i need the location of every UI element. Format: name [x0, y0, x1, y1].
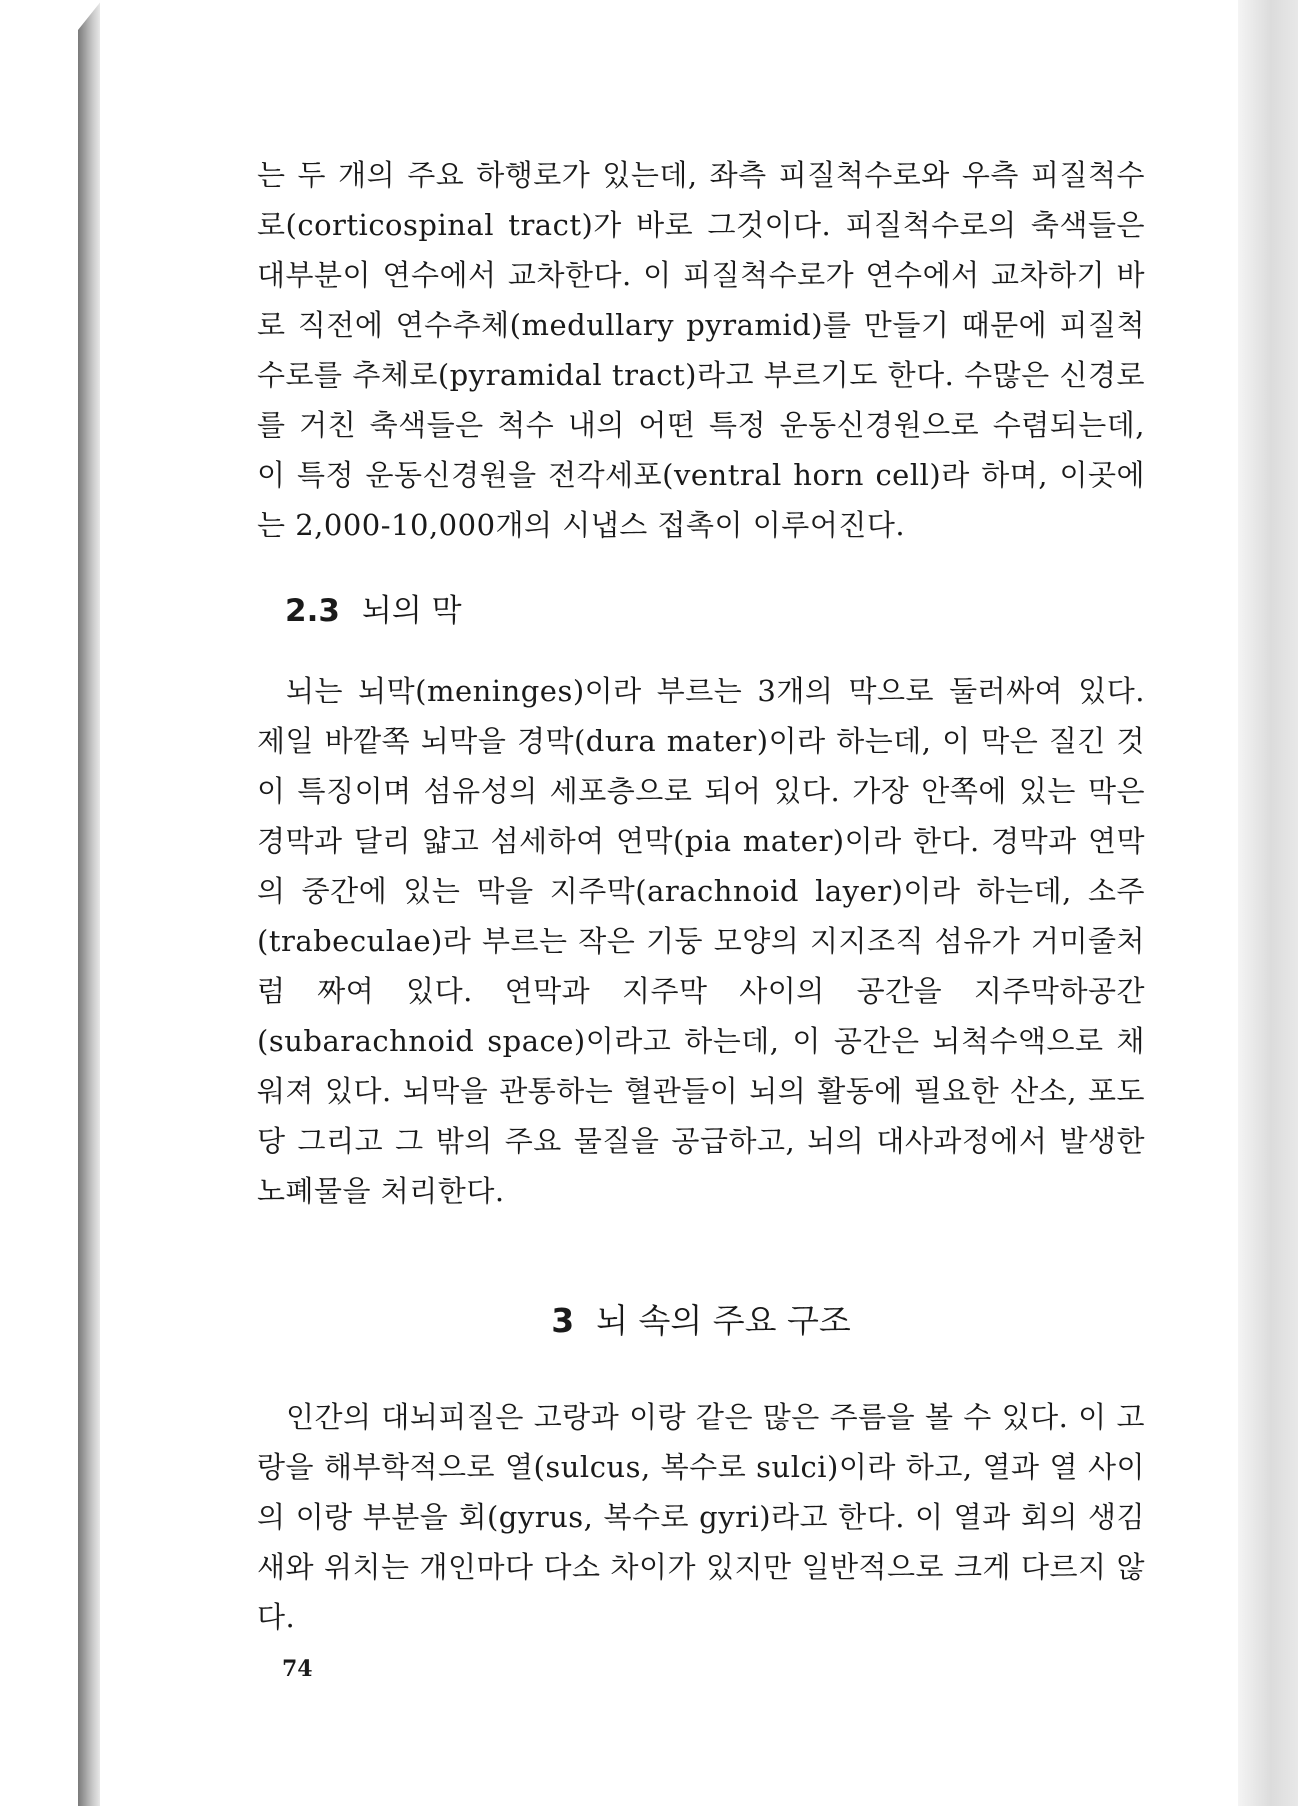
section-heading [257, 1296, 1145, 1346]
page-content [257, 150, 1145, 1642]
page-number: 74 [282, 1656, 313, 1682]
section-title: 뇌 속의 주요 구조 [596, 1301, 851, 1340]
page-corner-fold [78, 0, 102, 30]
subsection-title: 뇌의 막 [361, 593, 462, 629]
section-number: 3 [551, 1301, 575, 1340]
page-binding-shadow [78, 0, 102, 1806]
page-edge-right [1238, 0, 1298, 1806]
paragraph-meninges: 뇌는 뇌막(meninges)이라 부르는 3개의 막으로 둘러싸여 있다. 제일 바깥쪽 뇌막을 경막(dura mater)이라 하는데, 이 막은 질긴 것이 특징이며 섬유성의 세포층으로 되어 있다. 가장 안쪽에 있는 막은 경막과 달리 얇고 섬세하여 연막(pia mater)이라 한다. 경막과 연막의 중간에 있는 막을 지주막(arachnoid layer)이라 하는데, 소주(trabeculae)라 부르는 작은 기둥 모양의 지지조직 섬유가 거미줄처럼 짜여 있다. 연막과 지주막 사이의 공간을 지주막하공간(subarachnoid space)이라고 하는데, 이 공간은 뇌척수액으로 채워져 있다. 뇌막을 관통하는 혈관들이 뇌의 활동에 필요한 산소, 포도당 그리고 그 밖의 주요 물질을 공급하고, 뇌의 대사과정에서 발생한 노폐물을 처리한다. [257, 674, 1145, 1208]
paragraph-brain-structure: 인간의 대뇌피질은 고랑과 이랑 같은 많은 주름을 볼 수 있다. 이 고랑을 해부학적으로 열(sulcus, 복수로 sulci)이라 하고, 열과 열 사이의 이랑 부분을 회(gyrus, 복수로 gyri)라고 한다. 이 열과 회의 생김새와 위치는 개인마다 다소 차이가 있지만 일반적으로 크게 다르지 않다. [257, 1400, 1145, 1634]
subsection-heading [285, 586, 1145, 636]
subsection-number: 2.3 [285, 593, 340, 629]
paragraph-corticospinal: 는 두 개의 주요 하행로가 있는데, 좌측 피질척수로와 우측 피질척수로(corticospinal tract)가 바로 그것이다. 피질척수로의 축색들은 대부분이 연수에서 교차한다. 이 피질척수로가 연수에서 교차하기 바로 직전에 연수추체(medullary pyramid)를 만들기 때문에 피질척수로를 추체로(pyramidal tract)라고 부르기도 한다. 수많은 신경로를 거친 축색들은 척수 내의 어떤 특정 운동신경원으로 수렴되는데, 이 특정 운동신경원을 전각세포(ventral horn cell)라 하며, 이곳에는 2,000-10,000개의 시냅스 접촉이 이루어진다. [257, 158, 1145, 542]
